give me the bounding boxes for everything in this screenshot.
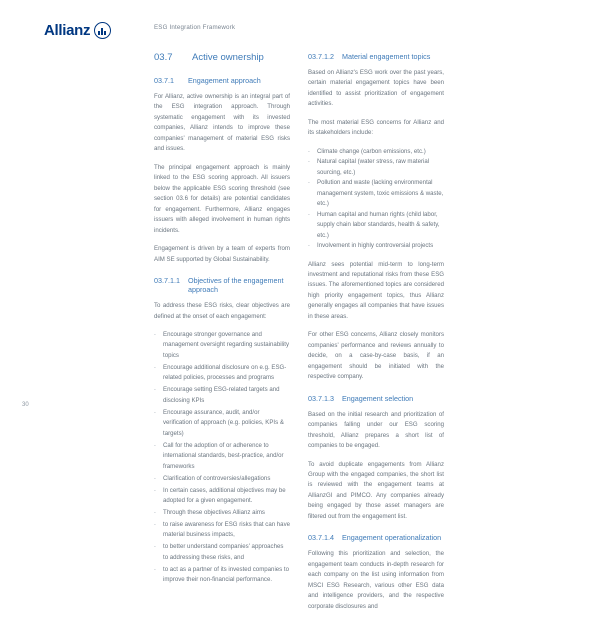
list-item-text: Involvement in highly controversial projects [317, 242, 434, 250]
paragraph: Allianz sees potential mid-term to long-term investment and reputational risks from these ESG issues. The aforementioned topics are considered high priority engagement topics, thus Allianz generally engages all companies that have issues in these areas. [308, 260, 444, 320]
subsection-title: Engagement operationalization [342, 533, 442, 543]
list-item-text: In certain cases, additional objectives may be adopted for a given engagement. [163, 486, 286, 504]
list-item-text: Encourage setting ESG-related targets and disclosing KPIs [163, 386, 280, 404]
subsection-heading-objectives [154, 276, 290, 294]
list-item-text: Clarification of controversies/allegations [163, 474, 271, 482]
paragraph: For other ESG concerns, Allianz closely monitors companies' performance and reviews annually to decide, on a case-by-case basis, if an engagement should be initiated with the respective company. [308, 331, 444, 381]
paragraph: Engagement is driven by a team of experts from AIM SE supported by Global Sustainability. [154, 245, 290, 263]
list-item-text: to better understand companies' approaches to addressing these risks, and [163, 543, 284, 561]
material-topics-list [308, 147, 444, 252]
bullet-dash-icon: - [308, 180, 310, 187]
paragraph: Based on the initial research and prioritization of companies falling under our ESG scoring threshold, Allianz prepares a short list of companies to be engaged. [308, 410, 444, 450]
paragraph: Following this prioritization and selection, the engagement team conducts in-depth research for each company on the list using information from MSCI ESG Research, various other ESG data and intelligence providers, and the respective corporate disclosures and [308, 550, 444, 610]
list-item-text: to act as a partner of its invested companies to improve their non-financial performance. [163, 565, 290, 584]
subsection-title: Objectives of the engagement approach [188, 276, 284, 295]
list-item [308, 241, 444, 251]
list-item [154, 363, 290, 384]
subsection-heading-engagement-selection [308, 394, 444, 403]
paragraph: The principal engagement approach is mainly linked to the ESG scoring approach. All issuers below the applicable ESG scoring threshold (see section 03.6 for details) are potential candidates for engagement. Furthermore, Allianz engages issuers with alleged involvement in human rights incidents. [154, 163, 290, 234]
paragraph: Based on Allianz's ESG work over the past years, certain material engagement topics have been identified to assist prioritization of engagement activities. [308, 69, 444, 108]
allianz-eagle-icon [94, 22, 111, 39]
subsection-number: 03.7.1.4 [308, 533, 334, 543]
bullet-dash-icon: - [154, 544, 156, 551]
list-item [308, 210, 444, 241]
list-item [308, 157, 444, 178]
subsection-heading-engagement-operationalization [308, 533, 444, 542]
subsection-number: 03.7.1.3 [308, 393, 334, 403]
list-item [154, 441, 290, 472]
list-item [308, 178, 444, 209]
bullet-dash-icon: - [154, 521, 156, 528]
list-item-text: Encourage additional disclosure on e.g. ESG-related policies, processes and programs [163, 363, 287, 382]
bullet-dash-icon: - [154, 409, 156, 416]
list-item-text: Call for the adoption of or adherence to international standards, best-practice, and/or frameworks [163, 441, 284, 470]
subsection-number: 03.7.1.2 [308, 52, 334, 61]
subsection-title: Engagement selection [342, 393, 414, 403]
paragraph: The most material ESG concerns for Allianz and its stakeholders include: [308, 118, 444, 137]
bullet-dash-icon: - [308, 211, 310, 218]
list-item [154, 486, 290, 507]
list-item-text: Through these objectives Allianz aims [163, 508, 265, 516]
bullet-dash-icon: - [154, 509, 156, 516]
bullet-dash-icon: - [308, 148, 310, 155]
list-item-text: Natural capital (water stress, raw material sourcing, etc.) [317, 158, 430, 176]
paragraph: For Allianz, active ownership is an integral part of the ESG integration approach. Through systematic engagement with its invested companies, Allianz intends to improve these companies' management of material ESG risks and issues. [154, 93, 290, 153]
paragraph: To address these ESG risks, clear objectives are defined at the onset of each engagement: [154, 302, 290, 320]
allianz-wordmark: Allianz [44, 22, 91, 39]
subsection-number: 03.7.1.1 [154, 276, 180, 286]
list-item [154, 565, 290, 586]
section-number: 03.7 [154, 52, 173, 63]
subsection-heading-engagement-approach [154, 76, 290, 85]
bullet-dash-icon: - [154, 387, 156, 394]
allianz-logo [44, 22, 111, 39]
subsection-number: 03.7.1 [154, 76, 174, 85]
subsection-title: Material engagement topics [342, 52, 431, 61]
page-number: 30 [22, 402, 29, 408]
objectives-list [154, 330, 290, 586]
subsection-heading-material-topics [308, 52, 444, 61]
section-title: Active ownership [192, 52, 264, 63]
list-item-text: to raise awareness for ESG risks that can have material business impacts, [163, 520, 291, 539]
list-item-text: Human capital and human rights (child labor, supply chain labor standards, health & safety, etc.) [317, 210, 440, 239]
list-item [154, 520, 290, 541]
list-item [154, 508, 290, 518]
paragraph: To avoid duplicate engagements from Allianz Group with the engaged companies, the short list is reviewed with the engagement teams at AllianzGI and PIMCO. Any companies already being engaged by those asset managers are filtered out from the engagement list. [308, 460, 444, 520]
bullet-dash-icon: - [308, 159, 310, 166]
document-header-title: ESG Integration Framework [154, 24, 236, 31]
bullet-dash-icon: - [154, 487, 156, 494]
subsection-title: Engagement approach [188, 76, 261, 85]
right-column [308, 52, 444, 620]
list-item [154, 542, 290, 563]
bullet-dash-icon: - [154, 442, 156, 449]
section-heading [154, 52, 290, 63]
list-item [154, 474, 290, 484]
list-item-text: Climate change (carbon emissions, etc.) [317, 147, 426, 155]
list-item [154, 330, 290, 361]
bullet-dash-icon: - [308, 243, 310, 250]
list-item [308, 147, 444, 157]
list-item-text: Encourage assurance, audit, and/or verification of approach (e.g. policies, KPIs & targets) [163, 408, 284, 437]
list-item-text: Pollution and waste (lacking environmental management system, toxic emissions & waste, etc.) [317, 179, 444, 208]
list-item [154, 408, 290, 439]
bullet-dash-icon: - [154, 475, 156, 482]
list-item-text: Encourage stronger governance and management oversight regarding sustainability topics [163, 330, 290, 359]
left-column [154, 52, 290, 594]
bullet-dash-icon: - [154, 364, 156, 371]
list-item [154, 385, 290, 406]
bullet-dash-icon: - [154, 331, 156, 338]
bullet-dash-icon: - [154, 566, 156, 573]
